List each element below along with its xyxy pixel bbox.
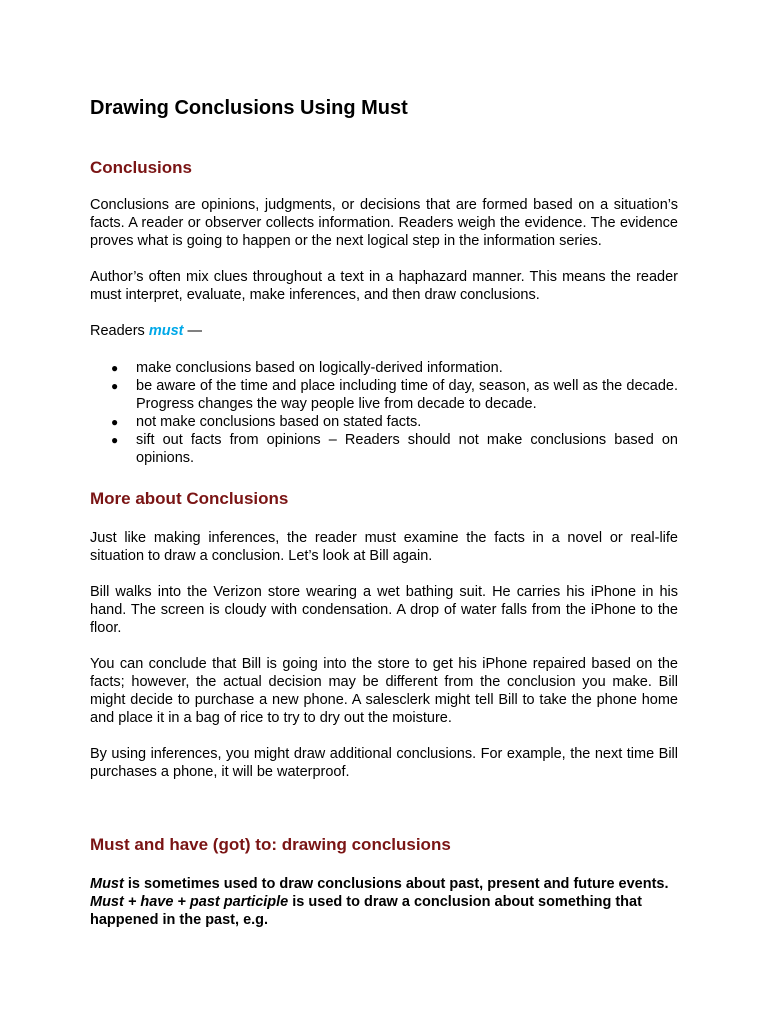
list-item-text: not make conclusions based on stated facts. (136, 414, 422, 430)
readers-must-line (90, 322, 678, 340)
formula-emphasis: Must + have + past participle (90, 894, 289, 910)
list-item-text: sift out facts from opinions – Readers should not make conclusions based on opinions. (136, 432, 678, 466)
bullet-dot-icon: ● (111, 415, 119, 429)
must-emphasis: Must (90, 876, 124, 892)
bullet-dot-icon: ● (111, 361, 119, 375)
readers-prefix: Readers (90, 323, 149, 339)
list-item (111, 377, 678, 413)
heading-more-about-conclusions: More about Conclusions (90, 489, 289, 508)
must-usage-text-1: is sometimes used to draw conclusions about past, present and future events. (123, 876, 669, 892)
heading-conclusions: Conclusions (90, 158, 193, 177)
heading-must-and-have-got-to: Must and have (got) to: drawing conclusions (90, 835, 451, 854)
paragraph-author-clues: Author’s often mix clues throughout a text in a haphazard manner. This means the reader must interpret, evaluate, make inferences, and then draw conclusions. (90, 269, 678, 303)
readers-suffix: — (183, 323, 203, 339)
paragraph-inferences: Just like making inferences, the reader must examine the facts in a novel or real-life situation to draw a conclusion. Let’s look at Bill again. (90, 530, 678, 564)
readers-must-list (90, 359, 678, 467)
list-item (111, 413, 678, 431)
list-item (111, 359, 678, 377)
readers-must-emphasis: must (148, 323, 184, 339)
paragraph-bill-story: Bill walks into the Verizon store wearing a wet bathing suit. He carries his iPhone in his hand. The screen is cloudy with condensation. A drop of water falls from the iPhone to the floor. (90, 584, 678, 636)
bullet-dot-icon: ● (111, 379, 119, 393)
paragraph-bill-conclusion: You can conclude that Bill is going into the store to get his iPhone repaired based on the facts; however, the actual decision may be different from the conclusion you make. Bill might decide to purchase a new phone. A salesclerk might tell Bill to take the phone home and place it in a bag of rice to try to dry out the moisture. (90, 656, 678, 726)
list-item-text: be aware of the time and place including time of day, season, as well as the decade. Progress changes the way people live from decade to decade. (136, 378, 678, 412)
bullet-dot-icon: ● (111, 433, 119, 447)
paragraph-conclusions-definition: Conclusions are opinions, judgments, or decisions that are formed based on a situation’s facts. A reader or observer collects information. Readers weigh the evidence. The evidence proves what is going to happen or the next logical step in the information series. (90, 197, 678, 249)
must-usage-text-2: is used to draw a conclusion about something that happened in the past, e.g. (90, 894, 642, 928)
document-title: Drawing Conclusions Using Must (90, 97, 408, 119)
list-item (111, 431, 678, 467)
paragraph-additional-conclusions: By using inferences, you might draw additional conclusions. For example, the next time Bill purchases a phone, it will be waterproof. (90, 746, 678, 780)
paragraph-must-usage (90, 875, 678, 929)
list-item-text: make conclusions based on logically-derived information. (136, 360, 503, 376)
